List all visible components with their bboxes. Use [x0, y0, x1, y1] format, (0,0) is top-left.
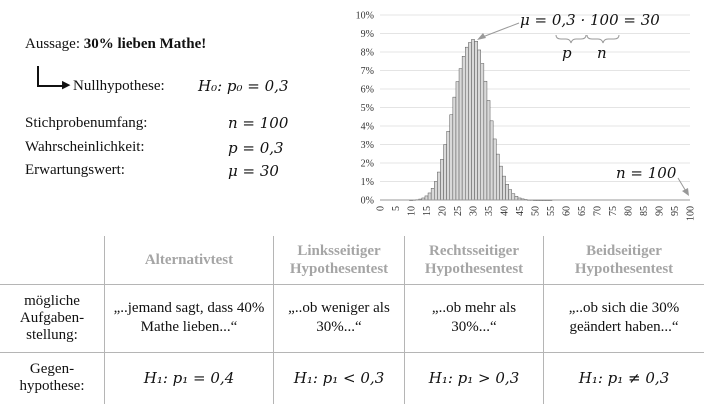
mu-pointer-arrowhead-icon — [477, 33, 486, 40]
task-rechtsseitig: „..ob mehr als 30%...“ — [405, 284, 544, 352]
n-brace-label: n — [597, 44, 607, 62]
chart-bar — [499, 166, 502, 200]
chart-bar — [468, 43, 471, 200]
param-formula-p: p = 0,3 — [228, 139, 284, 157]
chart-bar — [459, 69, 462, 200]
x-tick-label: 70 — [592, 206, 604, 216]
param-label-mu: Erwartungswert: — [25, 162, 125, 178]
param-formula-mu: μ = 30 — [228, 162, 279, 180]
alt-hypothesis-rechtsseitig: H₁: p₁ > 0,3 — [405, 352, 544, 404]
chart-bar — [471, 39, 474, 200]
task-linksseitig: „..ob weniger als 30%...“ — [274, 284, 405, 352]
x-tick-label: 65 — [577, 206, 588, 216]
x-tick-label: 45 — [515, 206, 526, 216]
chart-bar — [502, 176, 505, 200]
p-brace-label: p — [562, 44, 572, 62]
x-tick-label: 75 — [608, 206, 619, 216]
header-rechtsseitig: Rechtsseitiger Hypothesentest — [405, 236, 544, 284]
y-tick-label: 4% — [360, 121, 374, 133]
chart-bars — [409, 39, 552, 200]
x-tick-label: 80 — [623, 206, 635, 216]
null-hypothesis-formula: H₀: p₀ = 0,3 — [198, 77, 289, 95]
chart-bar — [496, 154, 499, 200]
x-tick-label: 15 — [422, 206, 433, 216]
row-label-gegenhypothese: Gegen-hypothese: — [0, 352, 105, 404]
chart-bar — [450, 115, 453, 200]
x-tick-label: 40 — [499, 206, 511, 216]
mu-formula-annotation: μ = 0,3 · 100 = 30 — [520, 11, 660, 29]
param-label-p: Wahrscheinlichkeit: — [25, 139, 145, 155]
n-pointer-arrowhead-icon — [682, 188, 689, 196]
header-linksseitig: Linksseitiger Hypothesentest — [274, 236, 405, 284]
chart-bar — [490, 121, 493, 200]
chart-bar — [453, 97, 456, 200]
chart-bar — [475, 41, 478, 200]
y-tick-label: 1% — [360, 177, 374, 188]
table-row — [0, 352, 704, 404]
chart-bar — [434, 182, 437, 201]
chart-bar — [428, 193, 431, 200]
x-tick-label: 90 — [654, 206, 666, 216]
alt-hypothesis-linksseitig: H₁: p₁ < 0,3 — [274, 352, 405, 404]
y-tick-label: 10% — [355, 10, 374, 22]
chart-bar — [447, 131, 450, 200]
chart-grid — [380, 15, 690, 182]
chart-bar — [509, 190, 512, 200]
statement — [25, 36, 206, 53]
statement-bold: 30% lieben Mathe! — [83, 36, 207, 52]
x-tick-label: 55 — [546, 206, 557, 216]
x-tick-label: 60 — [561, 206, 573, 216]
y-tick-label: 5% — [360, 103, 374, 114]
hypothesis-test-table — [0, 236, 704, 404]
y-tick-label: 6% — [360, 84, 374, 96]
corner-cell — [0, 236, 105, 284]
x-tick-label: 0 — [375, 206, 387, 211]
y-tick-label: 2% — [360, 158, 374, 170]
p-brace — [556, 35, 586, 43]
chart-bar — [465, 47, 468, 200]
x-tick-label: 95 — [670, 206, 681, 216]
task-alternativtest: „..jemand sagt, dass 40% Mathe lieben...“ — [105, 284, 274, 352]
y-axis-ticks — [356, 11, 374, 207]
task-beidseitig: „..ob sich die 30% geändert haben...“ — [544, 284, 704, 352]
chart-bar — [493, 139, 496, 200]
alt-hypothesis-alternativtest: H₁: p₁ = 0,4 — [105, 352, 274, 404]
chart-bar — [444, 145, 447, 200]
n-brace — [587, 35, 619, 43]
x-tick-label: 85 — [639, 206, 650, 216]
chart-bar — [478, 50, 481, 200]
chart-bar — [462, 56, 465, 200]
chart-bar — [425, 196, 428, 200]
y-tick-label: 0% — [360, 195, 374, 207]
chart-bar — [487, 100, 490, 200]
chart-bar — [431, 188, 434, 200]
y-tick-label: 7% — [360, 66, 374, 77]
param-label-n: Stichprobenumfang: — [25, 115, 148, 131]
x-tick-label: 30 — [468, 206, 480, 216]
table-row — [0, 284, 704, 352]
chart-bar — [437, 172, 440, 200]
x-tick-label: 5 — [391, 206, 402, 211]
x-axis-ticks — [376, 206, 697, 221]
chart-bar — [484, 81, 487, 200]
y-tick-label: 3% — [360, 140, 374, 151]
param-formula-n: n = 100 — [228, 114, 289, 132]
chart-bar — [440, 159, 443, 200]
y-tick-label: 8% — [360, 47, 374, 59]
arrow-vertical — [37, 66, 39, 86]
n-end-annotation: n = 100 — [616, 164, 677, 182]
arrow-horizontal — [37, 85, 65, 87]
y-tick-label: 9% — [360, 29, 374, 40]
x-tick-label: 50 — [530, 206, 542, 216]
chart-bar — [515, 196, 518, 200]
chart-bar — [481, 63, 484, 200]
header-beidseitig: Beidseitiger Hypothesentest — [544, 236, 704, 284]
table-header-row — [0, 236, 704, 284]
statement-prefix: Aussage: — [25, 36, 80, 52]
row-label-aufgabenstellung: mögliche Aufgaben-stellung: — [0, 284, 105, 352]
x-tick-label: 35 — [484, 206, 495, 216]
arrow-head-icon: ▶ — [62, 79, 71, 91]
chart-bar — [512, 194, 515, 200]
chart-bar — [456, 82, 459, 200]
null-hypothesis-label: Nullhypothese: — [73, 78, 165, 94]
mu-pointer-line — [480, 23, 519, 38]
x-tick-label: 20 — [437, 206, 449, 216]
header-alternativtest: Alternativtest — [105, 236, 274, 284]
x-tick-label: 25 — [453, 206, 464, 216]
x-tick-label: 10 — [406, 206, 418, 216]
binomial-distribution-chart — [330, 0, 704, 232]
x-tick-label: 100 — [685, 206, 697, 221]
alt-hypothesis-beidseitig: H₁: p₁ ≠ 0,3 — [544, 352, 704, 404]
chart-bar — [506, 184, 509, 200]
